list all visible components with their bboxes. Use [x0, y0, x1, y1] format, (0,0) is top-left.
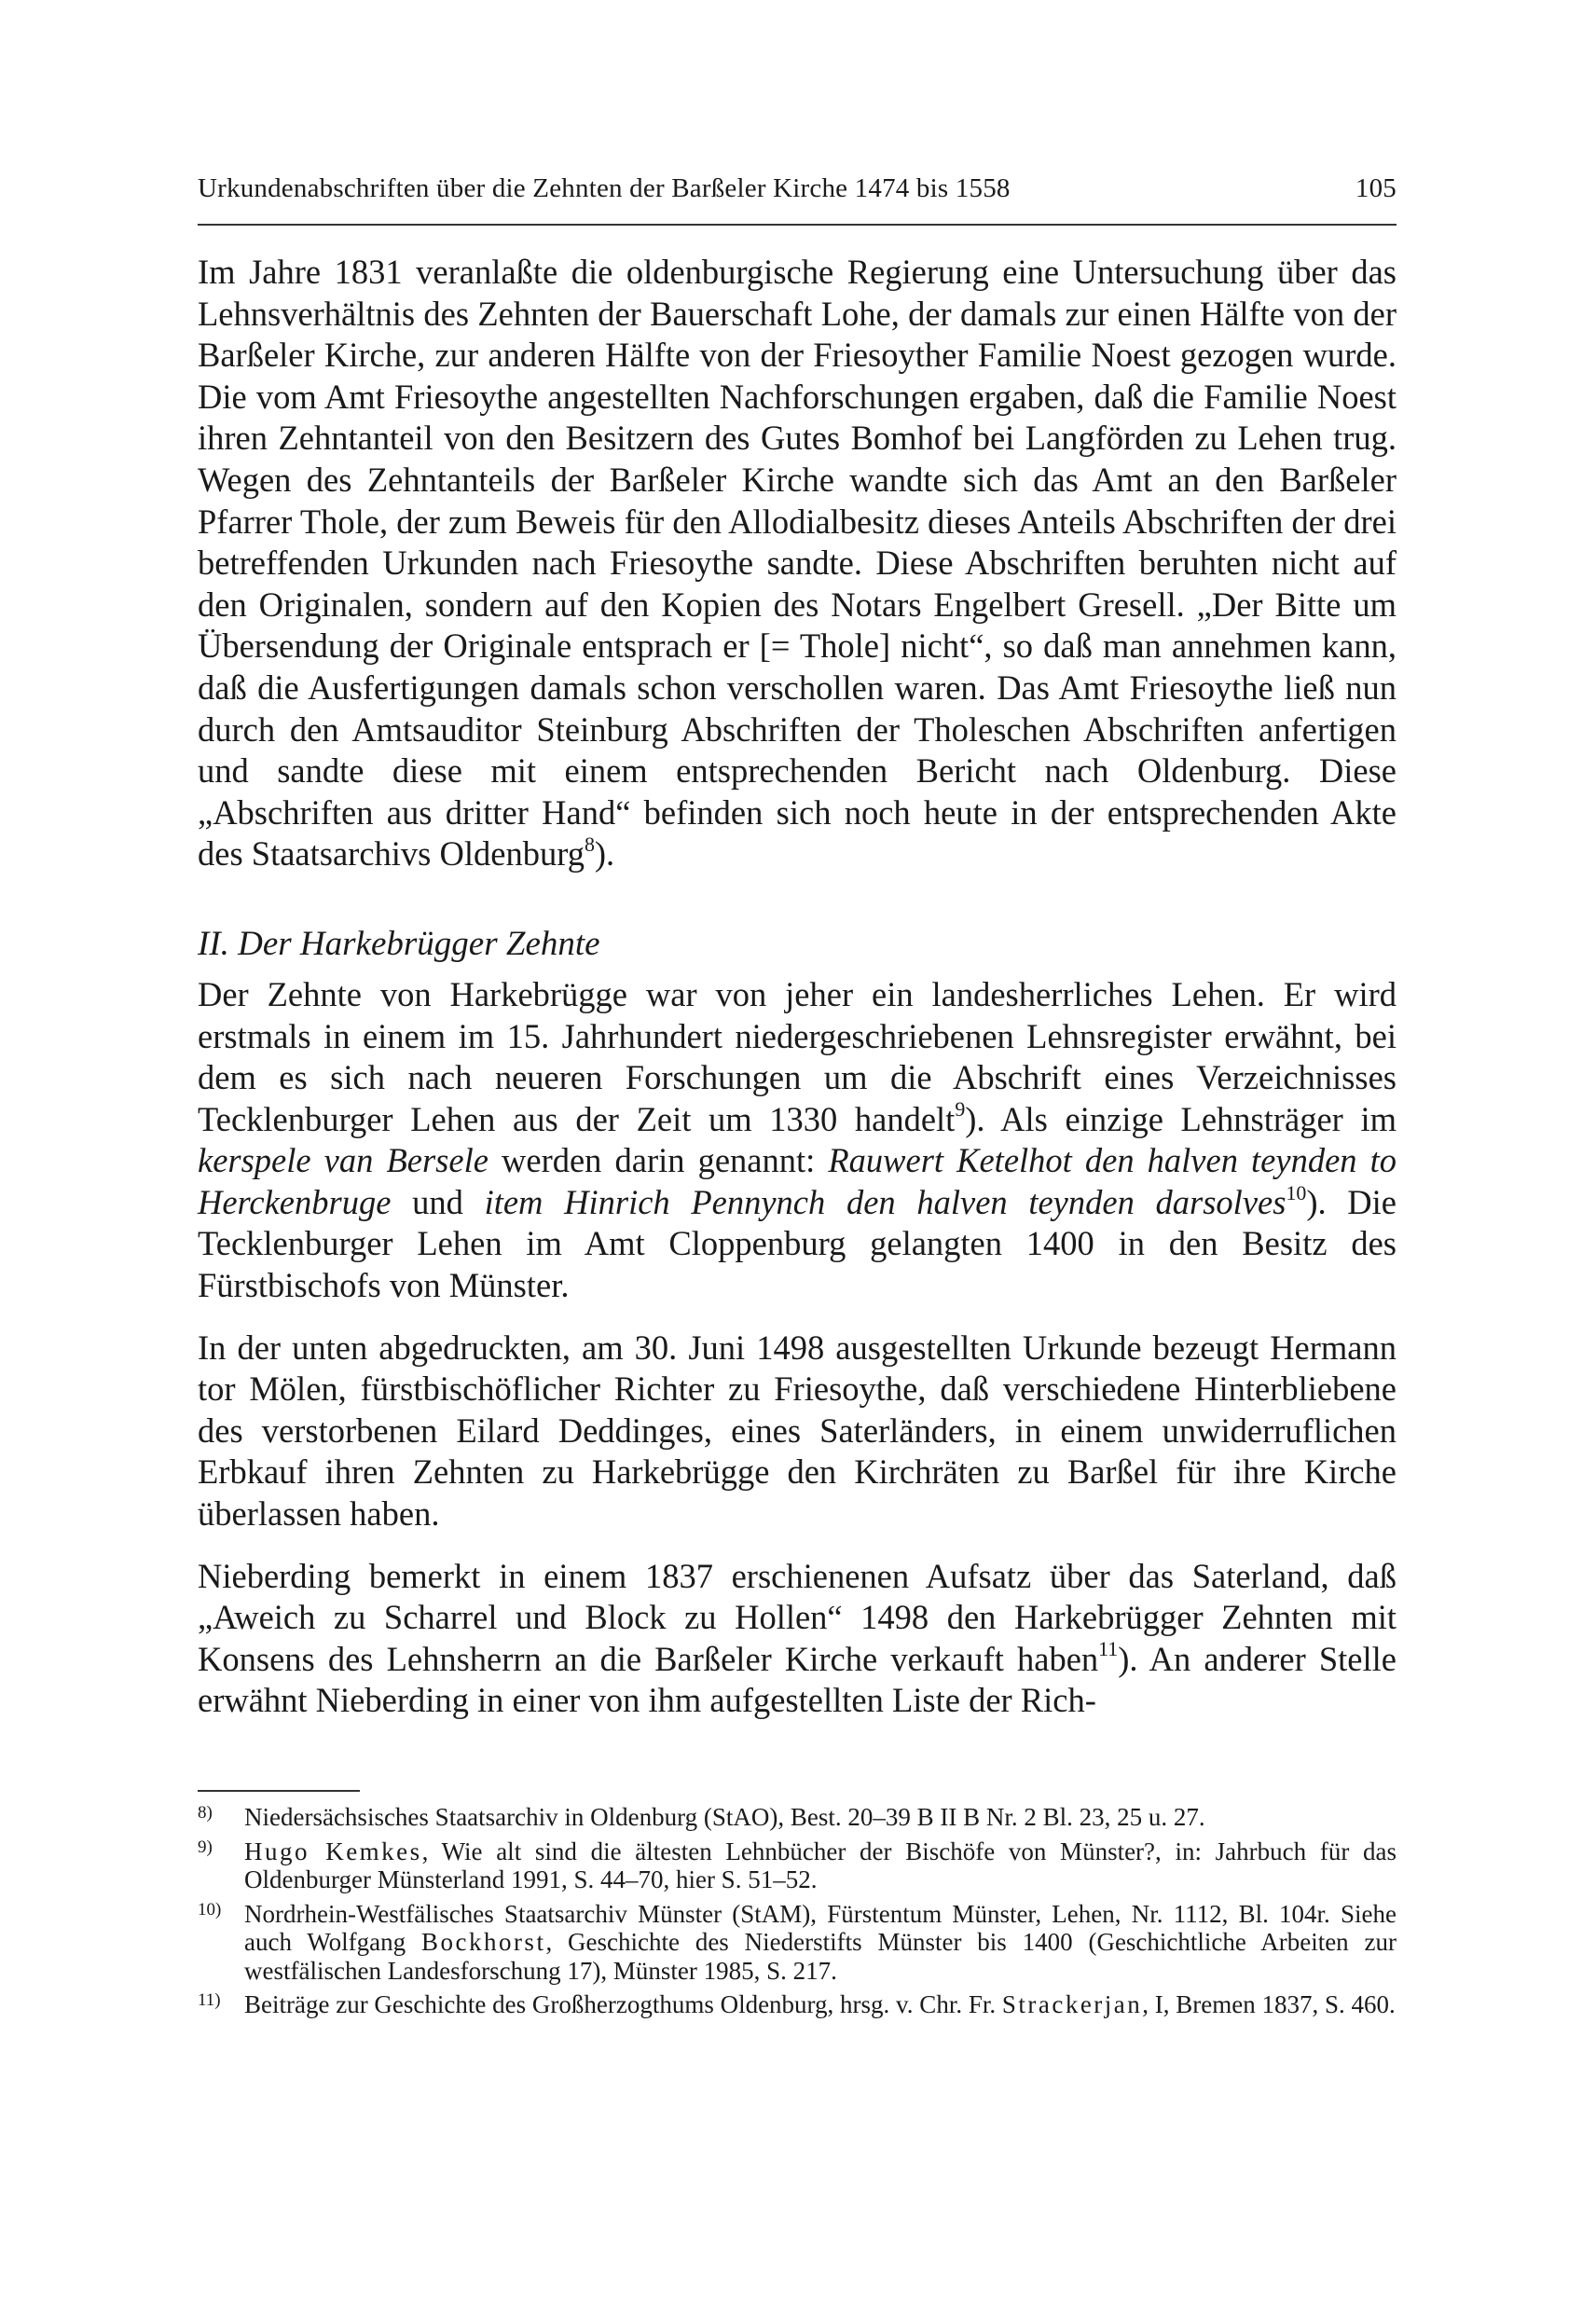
footnote-author: Strackerjan — [1001, 1990, 1143, 2018]
footnote-mark: 11) — [198, 1990, 221, 2010]
paragraph-2-text-e: ). Die Tecklenburger Lehen im Amt Cloppenburg gelangten 1400 in den Besitz des Fürstbischofs von Münster. — [198, 1182, 1397, 1305]
quote-hinrich: item Hinrich Pennynch den halven teynden darsolves — [484, 1182, 1286, 1221]
paragraph-2-text-c: werden darin genannt: — [488, 1141, 829, 1180]
footnote-text: Nordrhein-Westfälisches Staatsarchiv Münster (StAM), Fürstentum Münster, Lehen, Nr. 1112, Bl. 104r. Siehe auch Wolfgang — [244, 1899, 1396, 1956]
section-heading: II. Der Harkebrügger Zehnte — [198, 924, 600, 963]
footnote-9 — [198, 1837, 1396, 1894]
running-head — [198, 173, 1396, 220]
footnote-text: , I, Bremen 1837, S. 460. — [1142, 1990, 1396, 2018]
footnote-11 — [198, 1990, 1396, 2019]
footnote-ref-11: 11 — [1098, 1637, 1119, 1661]
footnote-10 — [198, 1900, 1396, 1986]
paragraph-4-text-b: ). An anderer Stelle erwähnt Nieberding in einer von ihm aufgestellten Liste der Rich- — [198, 1639, 1396, 1720]
footnote-ref-8: 8 — [584, 832, 595, 856]
running-head-title: Urkundenabschriften über die Zehnten der Barßeler Kirche 1474 bis 1558 — [198, 173, 1011, 203]
paragraph-2-text-b: ). Als einzige Lehnsträger im — [965, 1099, 1396, 1138]
paragraph-2-text-a: Der Zehnte von Harkebrügge war von jeher ein landesherrliches Lehen. Er wird erstmals in einem im 15. Jahrhundert niedergeschriebenen Lehnsregister erwähnt, bei dem es sich nach neueren Forschungen um die Abschrift eines Verzeichnisses Tecklenburger Lehen aus der Zeit um 1330 handelt — [198, 974, 1396, 1138]
paragraph-1-end: ). — [594, 834, 615, 874]
footnote-author: Hugo Kemkes — [244, 1837, 422, 1865]
header-rule — [198, 224, 1396, 226]
paragraph-4 — [198, 1556, 1396, 1722]
footnote-text: Beiträge zur Geschichte des Großherzogthums Oldenburg, hrsg. v. Chr. Fr. — [244, 1990, 1002, 2018]
body-text — [198, 252, 1396, 1742]
footnotes — [198, 1803, 1396, 2025]
footnote-mark: 9) — [198, 1837, 213, 1857]
paragraph-1-text: Im Jahre 1831 veranlaßte die oldenburgische Regierung eine Untersuchung über das Lehnsverhältnis des Zehnten der Bauerschaft Lohe, der damals zur einen Hälfte von der Barßeler Kirche, zur anderen Hälfte von der Friesoyther Familie Noest gezogen wurde. Die vom Amt Friesoythe angestellten Nachforschungen ergaben, daß die Familie Noest ihren Zehntanteil von den Besitzern des Gutes Bomhof bei Langförden zu Lehen trug. Wegen des Zehntanteils der Barßeler Kirche wandte sich das Amt an den Barßeler Pfarrer Thole, der zum Beweis für den Allodialbesitz dieses Anteils Abschriften der drei betreffenden Urkunden nach Friesoythe sandte. Diese Abschriften beruhten nicht auf den Originalen, sondern auf den Kopien des Notars Engelbert Gresell. „Der Bitte um Übersendung der Originale entsprach er [= Thole] nicht“, so daß man annehmen kann, daß die Ausfertigungen damals schon verschollen waren. Das Amt Friesoythe ließ nun durch den Amtsauditor Steinburg Abschriften der Tholeschen Abschriften anfertigen und sandte diese mit einem entsprechenden Bericht nach Oldenburg. Diese „Abschriften aus dritter Hand“ befinden sich noch heute in der entsprechenden Akte des Staatsarchivs Oldenburg — [198, 253, 1396, 874]
footnote-mark: 10) — [198, 1899, 222, 1920]
footnote-ref-10: 10 — [1286, 1180, 1307, 1204]
paragraph-2-text-d: und — [391, 1182, 485, 1221]
footnote-8 — [198, 1803, 1396, 1832]
quote-rauwert: Rauwert Ketelhot den halven teynden to Herckenbruge — [198, 1141, 1397, 1221]
footnote-text: , Wie alt sind die ältesten Lehnbücher der Bischöfe von Münster?, in: Jahrbuch für das Oldenburger Münsterland 1991, S. 44–70, hier S. 51–52. — [244, 1837, 1396, 1893]
paragraph-1 — [198, 252, 1396, 875]
paragraph-2 — [198, 974, 1396, 1307]
footnote-ref-9: 9 — [955, 1097, 966, 1122]
page-number: 105 — [1355, 173, 1396, 203]
footnote-author: Bockhorst — [420, 1928, 546, 1956]
footnote-mark: 8) — [198, 1803, 213, 1823]
quote-kerspele: kerspele van Bersele — [198, 1141, 488, 1180]
paragraph-4-text-a: Nieberding bemerkt in einem 1837 erschienenen Aufsatz über das Saterland, daß „Aweich zu Scharrel und Block zu Hollen“ 1498 den Harkebrügger Zehnten mit Konsens des Lehnsherrn an die Barßeler Kirche verkauft haben — [198, 1556, 1396, 1678]
footnote-rule — [198, 1790, 360, 1792]
paragraph-3: In der unten abgedruckten, am 30. Juni 1498 ausgestellten Urkunde bezeugt Hermann tor Mölen, fürstbischöflicher Richter zu Friesoythe, daß verschiedene Hinterbliebene des verstorbenen Eilard Deddinges, eines Saterländers, in einem unwiderruflichen Erbkauf ihren Zehnten zu Harkebrügge den Kirchräten zu Barßel für ihre Kirche überlassen haben. — [198, 1328, 1396, 1534]
footnote-text: Niedersächsisches Staatsarchiv in Oldenburg (StAO), Best. 20–39 B II B Nr. 2 Bl. 23, 25 u. 27. — [244, 1803, 1205, 1831]
footnote-text: , Geschichte des Niederstifts Münster bis 1400 (Geschichtliche Arbeiten zur westfälischen Landesforschung 17), Münster 1985, S. 217. — [244, 1928, 1396, 1985]
